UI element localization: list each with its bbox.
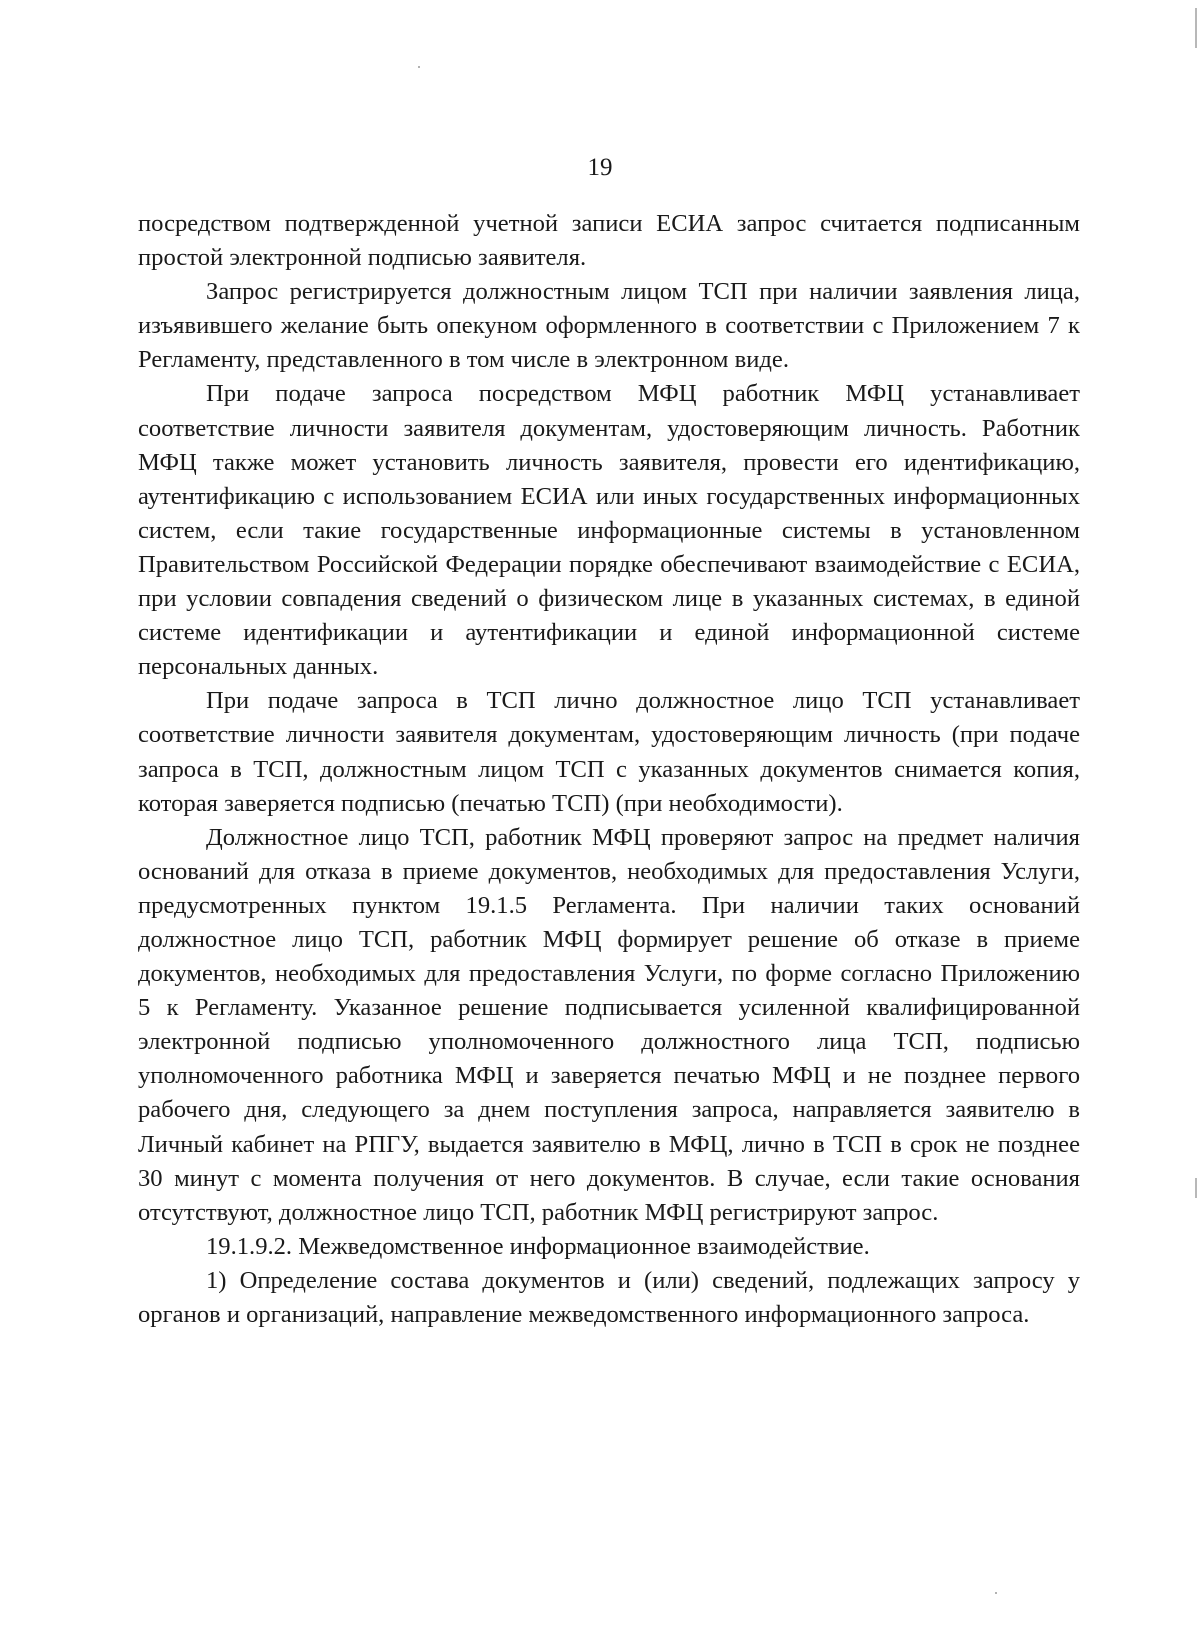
scan-edge-mark	[1195, 8, 1197, 48]
paragraph: Должностное лицо ТСП, работник МФЦ проверяют запрос на предмет наличия оснований для отказа в приеме документов, необходимых для предоставления Услуги, предусмотренных пунктом 19.1.5 Регламента. При наличии таких оснований должностное лицо ТСП, работник МФЦ формирует решение об отказе в приеме документов, необходимых для предоставления Услуги, по форме согласно Приложению 5 к Регламенту. Указанное решение подписывается усиленной квалифицированной электронной подписью уполномоченного должностного лица ТСП, подписью уполномоченного работника МФЦ и заверяется печатью МФЦ и не позднее первого рабочего дня, следующего за днем поступления запроса, направляется заявителю в Личный кабинет на РПГУ, выдается заявителю в МФЦ, лично в ТСП в срок не позднее 30 минут с момента получения от него документов. В случае, если такие основания отсутствуют, должностное лицо ТСП, работник МФЦ регистрируют запрос.	[138, 823, 1080, 1226]
paragraph: При подаче запроса посредством МФЦ работник МФЦ устанавливает соответствие личности заявителя документам, удостоверяющим личность. Работник МФЦ также может установить личность заявителя, провести его идентификацию, аутентификацию с использованием ЕСИА или иных государственных информационных систем, если такие государственные информационные системы в установленном Правительством Российской Федерации порядке обеспечивают взаимодействие с ЕСИА, при условии совпадения сведений о физическом лице в указанных системах, в единой системе идентификации и аутентификации и единой информационной системе персональных данных.	[138, 380, 1080, 681]
scan-speck	[995, 1592, 997, 1594]
paragraph: Запрос регистрируется должностным лицом ТСП при наличии заявления лица, изъявившего желание быть опекуном оформленного в соответствии с Приложением 7 к Регламенту, представленного в том числе в электронном виде.	[138, 278, 1080, 374]
paragraph: При подаче запроса в ТСП лично должностное лицо ТСП устанавливает соответствие личности заявителя документам, удостоверяющим личность (при подаче запроса в ТСП, должностным лицом ТСП с указанных документов снимается копия, которая заверяется подписью (печатью ТСП) (при необходимости).	[138, 687, 1080, 817]
paragraph: посредством подтвержденной учетной записи ЕСИА запрос считается подписанным простой электронной подписью заявителя.	[138, 210, 1080, 272]
scan-edge-mark	[1195, 1178, 1197, 1198]
page-number: 19	[587, 154, 613, 181]
scan-speck	[418, 66, 420, 68]
paragraph: 1) Определение состава документов и (или) сведений, подлежащих запросу у органов и организаций, направление межведомственного информационного запроса.	[138, 1266, 1080, 1328]
document-body	[138, 207, 1080, 1332]
section-heading-paragraph: 19.1.9.2. Межведомственное информационное взаимодействие.	[206, 1232, 870, 1260]
